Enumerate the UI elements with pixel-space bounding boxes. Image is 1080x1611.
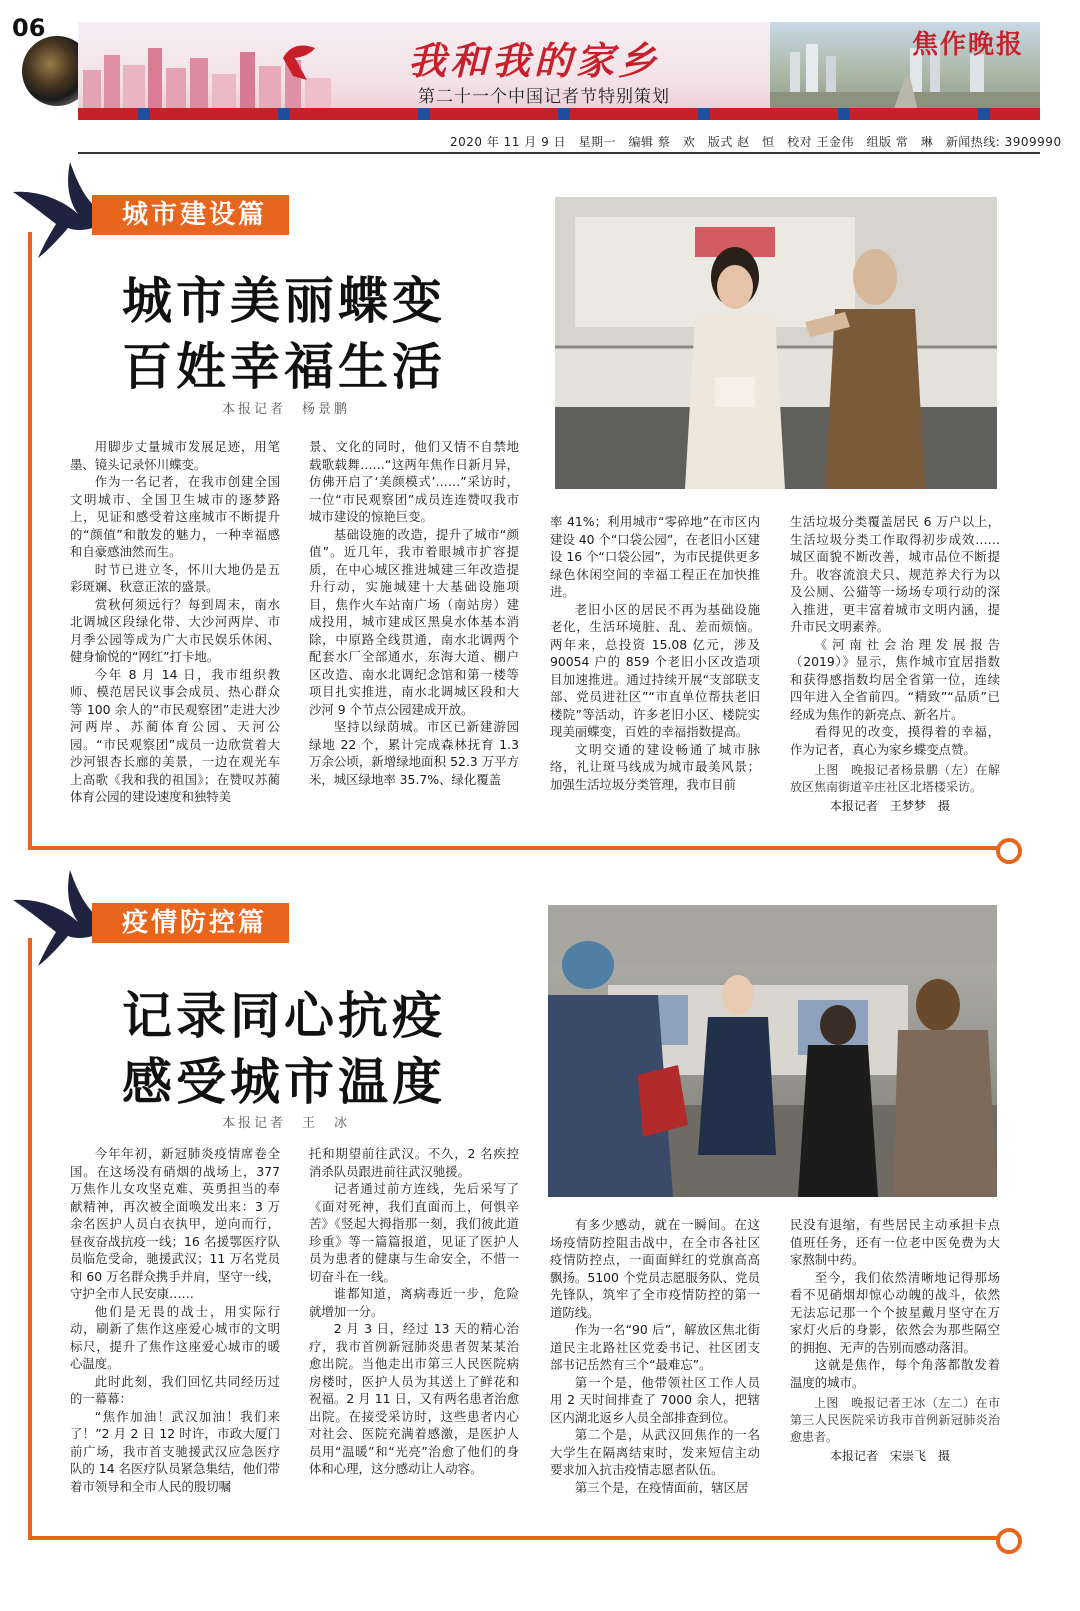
paragraph: 有多少感动，就在一瞬间。在这场疫情防控阻击战中，在全市各社区疫情防控点，一面面鲜红的党旗高高飘扬。5100 个党员志愿服务队、党员先锋队，筑牢了全市疫情防控的第一道防线。 bbox=[550, 1217, 760, 1320]
paragraph: 民没有退缩，有些居民主动承担卡点值班任务，还有一位老中医免费为大家熬制中药。 bbox=[790, 1217, 1000, 1267]
section1-headline bbox=[122, 268, 446, 400]
section1-frame-left bbox=[28, 232, 32, 848]
paragraph: 坚持以绿荫城。市区已新建游园绿地 22 个，累计完成森林抚育 1.3 万余公顷，新增绿地面积 52.3 万平方米，城区绿地率 35.7%、绿化覆盖 bbox=[309, 719, 519, 787]
dateline: 2020 年 11 月 9 日 星期一 编辑 蔡 欢 版式 赵 恒 校对 王金伟 组版 常 琳 新闻热线: 3909990 bbox=[450, 135, 1062, 149]
city-skyline-illustration bbox=[78, 40, 378, 110]
page-number: 06 bbox=[12, 14, 46, 42]
frame-ring-icon bbox=[996, 1528, 1022, 1554]
section1-photo-caption: 上图 晚报记者杨景鹏（左）在解放区焦南街道辛庄社区北塔楼采访。 bbox=[790, 763, 1000, 794]
paragraph: 至今，我们依然清晰地记得那场看不见硝烟却惊心动魄的战斗，依然无法忘记那一个个披星戴月坚守在万家灯火后的身影，依然会为那些隔空的拥抱、无声的告别而感动落泪。 bbox=[790, 1269, 1000, 1355]
section1-headline-line1: 城市美丽蝶变 bbox=[122, 271, 446, 330]
paragraph: 这就是焦作，每个角落都散发着温度的城市。 bbox=[790, 1357, 1000, 1390]
paragraph: 此时此刻，我们回忆共同经历过的一幕幕： bbox=[70, 1373, 280, 1406]
section2-headline-line1: 记录同心抗疫 bbox=[122, 986, 446, 1045]
banner-stripe bbox=[78, 108, 1040, 120]
section1-frame-bottom bbox=[28, 846, 1002, 850]
section2-frame-bottom bbox=[28, 1536, 1002, 1540]
section2-photo-caption: 上图 晚报记者王冰（左二）在市第三人民医院采访我市首例新冠肺炎治愈患者。 bbox=[790, 1396, 1000, 1444]
paragraph: 作为一名“90 后”，解放区焦北街道民主北路社区党委书记、社区团支部书记岳然有三个“最难忘”。 bbox=[550, 1322, 760, 1372]
section2-photo bbox=[548, 905, 997, 1197]
paragraph: 《河南社会治理发展报告（2019）》显示，焦作城市宜居指数和获得感指数均居全省第一位，连续四年进入全省前四。“精致”“品质”已经成为焦作的新亮点、新名片。 bbox=[790, 636, 1000, 722]
section2-label: 疫情防控篇 bbox=[92, 903, 289, 943]
section2-frame-left bbox=[28, 938, 32, 1538]
section1-byline: 本报记者 杨景鹏 bbox=[222, 402, 351, 417]
section2-column-1 bbox=[70, 1145, 280, 1495]
banner-subtitle: 第二十一个中国记者节特别策划 bbox=[418, 87, 670, 107]
banner-title: 我和我的家乡 bbox=[408, 38, 661, 83]
paragraph: 时节已进立冬，怀川大地仍是五彩斑斓、秋意正浓的盛景。 bbox=[70, 561, 280, 594]
section1-headline-line2: 百姓幸福生活 bbox=[122, 337, 446, 396]
paragraph: 基础设施的改造，提升了城市“颜值”。近几年，我市着眼城市扩容提质，在中心城区推进城建三年改造提升行动，实施城建十大基础设施项目，焦作火车站南广场（南站房）建成投用，城市建成区黑臭水体基本消除，中原路全线贯通，南水北调两个配套水厂全部通水，东海大道、棚户区改造、南水北调纪念馆和第一楼等项目扎实推进，南水北调城区段和大沙河 9 个节点公园建成开放。 bbox=[309, 526, 519, 717]
section2-column-3 bbox=[550, 1216, 760, 1496]
section2-headline bbox=[122, 983, 446, 1115]
paragraph: 景、文化的同时，他们又情不自禁地载歌载舞……“这两年焦作日新月异，仿佛开启了‘美颜模式’……”采访时，一位“市民观察团”成员连连赞叹我市城市建设的惊艳巨变。 bbox=[309, 439, 519, 524]
section1-column-2 bbox=[309, 438, 519, 788]
paragraph: 2 月 3 日，经过 13 天的精心治疗，我市首例新冠肺炎患者贺某某治愈出院。当他走出市第三人民医院病房楼时，医护人员为其送上了鲜花和祝福。2 月 11 日，又有两名患者治愈出院。在接受采访时，这些患者内心对社会、医院充满着感激，是医护人员用“温暖”和“光亮”治愈了他们的身体和心理，这分感动让人动容。 bbox=[309, 1321, 519, 1476]
section1-column-3 bbox=[550, 513, 760, 793]
newspaper-brand: 焦作晚报 bbox=[911, 30, 1024, 60]
section2-photo-credit: 本报记者 宋崇飞 摄 bbox=[830, 1449, 951, 1463]
section1-column-1 bbox=[70, 438, 280, 806]
paragraph: 率 41%；利用城市“零碎地”在市区内建设 40 个“口袋公园”，在老旧小区建设 16 个“口袋公园”，为市民提供更多绿色休闲空间的幸福工程正在加快推进。 bbox=[550, 514, 760, 599]
masthead-banner bbox=[78, 22, 1040, 120]
paragraph: 赏秋何须远行？每到周末，南水北调城区段绿化带、大沙河两岸、市月季公园等成为广大市民娱乐休闲、健身愉悦的“网红”打卡地。 bbox=[70, 596, 280, 664]
paragraph: 老旧小区的居民不再为基础设施老化，生活环境脏、乱、差而烦恼。两年来，总投资 15.08 亿元，涉及 90054 户的 859 个老旧小区改造项目加速推进。通过持续开展“支部联支部、党员进社区”“市直单位帮扶老旧楼院”等活动，许多老旧小区、楼院实现美丽蝶变，百姓的幸福指数提高。 bbox=[550, 601, 760, 739]
section2-column-4 bbox=[790, 1216, 1000, 1466]
paragraph: 今年年初，新冠肺炎疫情席卷全国。在这场没有硝烟的战场上，377 万焦作儿女攻坚克难、英勇担当的奉献精神，再次被全面唤发出来：3 万余名医护人员白衣执甲，逆向而行，昼夜奋战抗疫一线；16 名援鄂医疗队员临危受命，驰援武汉；11 万名党员和 60 万名群众携手并肩，坚守一线，守护全市人民安康…… bbox=[70, 1146, 280, 1301]
section1-photo-credit: 本报记者 王梦梦 摄 bbox=[830, 799, 951, 813]
paragraph: 托和期望前往武汉。不久，2 名疾控消杀队员跟进前往武汉驰援。 bbox=[309, 1146, 519, 1179]
section1-label: 城市建设篇 bbox=[92, 195, 289, 235]
paragraph: 谁都知道，离病毒近一步，危险就增加一分。 bbox=[309, 1286, 519, 1319]
paragraph: 看得见的改变，摸得着的幸福，作为记者，真心为家乡蝶变点赞。 bbox=[790, 724, 1000, 757]
section2-byline: 本报记者 王 冰 bbox=[222, 1116, 351, 1131]
section2-column-2 bbox=[309, 1145, 519, 1478]
paragraph: 文明交通的建设畅通了城市脉络，礼让斑马线成为城市最美风景；加强生活垃圾分类管理，我市目前 bbox=[550, 741, 760, 792]
paragraph: 他们是无畏的战士，用实际行动，刷新了焦作这座爱心城市的文明标尺，提升了焦作这座爱心城市的暖心温度。 bbox=[70, 1303, 280, 1371]
section1-photo bbox=[555, 197, 997, 489]
paragraph: 今年 8 月 14 日，我市组织教师、模范居民议事会成员、热心群众等 100 余人的“市民观察团”走进大沙河两岸、苏蔺体育公园、天河公园。“市民观察团”成员一边欣赏着大沙河银杏长廊的美景，一边在观光车上高歌《我和我的祖国》；在赞叹苏蔺体育公园的建设速度和独特美 bbox=[70, 666, 280, 804]
paragraph: 作为一名记者，在我市创建全国文明城市、全国卫生城市的逐梦路上，见证和感受着这座城市不断提升的“颜值”和散发的魅力，一种幸福感和自豪感油然而生。 bbox=[70, 474, 280, 559]
paragraph: 第一个是，他带领社区工作人员用 2 天时间排查了 7000 余人，把辖区内湖北返乡人员全部排查到位。 bbox=[550, 1374, 760, 1425]
paragraph: “焦作加油！武汉加油！我们来了！”2 月 2 日 12 时许，市政大厦门前广场，我市首支驰援武汉应急医疗队的 14 名医疗队员紧急集结，他们带着市领导和全市人民的殷切嘱 bbox=[70, 1408, 280, 1494]
section1-column-4 bbox=[790, 513, 1000, 816]
paragraph: 记者通过前方连线，先后采写了《面对死神，我们直面而上，何惧辛苦》《竖起大拇指那一刻，我们彼此道珍重》等一篇篇报道，见证了医护人员为患者的健康与生命安全，不惜一切奋斗在一线。 bbox=[309, 1181, 519, 1284]
frame-ring-icon bbox=[996, 838, 1022, 864]
paragraph: 生活垃圾分类覆盖居民 6 万户以上，生活垃圾分类工作取得初步成效……城区面貌不断改善，城市品位不断提升。收容流浪犬只、规范养犬行为以及公厕、公猫等一场场专项行动的深入推进，更丰富着城市文明内涵，提升市民文明素养。 bbox=[790, 514, 1000, 634]
paragraph: 第三个是，在疫情面前，辖区居 bbox=[574, 1479, 749, 1495]
paragraph: 用脚步丈量城市发展足迹，用笔墨、镜头记录怀川蝶变。 bbox=[70, 439, 280, 472]
section2-headline-line2: 感受城市温度 bbox=[122, 1052, 446, 1111]
paragraph: 第二个是，从武汉回焦作的一名大学生在隔离结束时，发来短信主动要求加入抗击疫情志愿者队伍。 bbox=[550, 1427, 760, 1477]
header-rule bbox=[78, 152, 1040, 154]
